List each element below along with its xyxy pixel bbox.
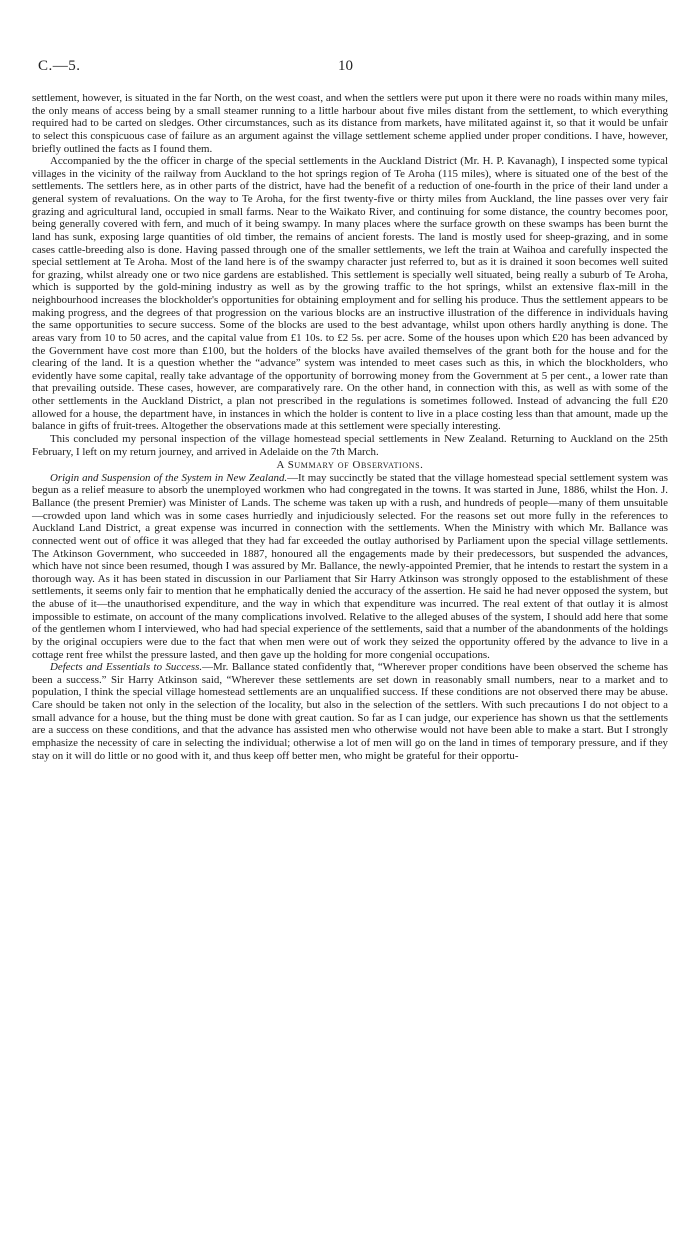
paragraph-2: Accompanied by the the officer in charge of the special settlements in the Auckland District (Mr. H. P. Kavanagh), I inspected some typical villages in the vicinity of the railway from Auckland to the hot springs region of Te Aroha (115 miles), where is situated one of the best of the settlements. The settlers here, as in other parts of the district, have had the benefit of a reduction of one-fourth in the price of their land under a general system of revaluations. On the way to Te Aroha, for the first twenty-five or thirty miles from Auckland, the line passes over very fair grazing and agricultural land, occupied in small farms. Near to the Waikato River, and continuing for some distance, the country becomes poor, being generally covered with fern, and much of it being swampy. In many places where the surface growth on these swamps has been burnt the land has sunk, exposing large quantities of old timber, the remains of ancient forests. The land is mostly used for sheep-grazing, and in some cases cattle-breeding also is done. Having passed through one of the smaller settlements, we left the train at Waihoa and carefully inspected the special settlement at Te Aroha. Most of the land here is of the swampy character just referred to, but as it is drained it soon becomes well suited for grazing, whilst already one or two nice gardens are established. This settlement is specially well situated, being really a suburb of Te Aroha, which is supported by the gold-mining industry as well as by the growing traffic to the hot springs, whilst an extensive flax-mill in the neighbourhood increases the blockholder's opportunities for obtaining employment and for selling his produce. Thus the settlement appears to be making progress, and the degrees of that progression on the various blocks are an instructive illustration of the difference in individuals having the same opportunities to secure success. Some of the blocks are used to the best advantage, whilst upon others hardly anything is done. The areas vary from 10 to 50 acres, and the capital value from £1 10s. to £2 5s. per acre. Some of the houses upon which £20 has been advanced by the Government have cost more than £100, but the holders of the blocks have availed themselves of the grant both for the house and for the clearing of the land. It is a question whether the “advance” system was intended to meet cases such as this, in which the blockholders, who evidently have some capital, really take advantage of the opportunity of borrowing money from the Government at 5 per cent., a lower rate than that prevailing outside. These cases, however, are comparatively rare. On the other hand, in connection with this, as well as with some of the other settlements in the Auckland District, a plan not prescribed in the regulations is sometimes followed. Instead of advancing the full £20 allowed for a house, the department have, in instances in which the holder is content to live in a place costing less than that amount, made up the balance in gifts of fruit-trees. Altogether the observations made at this settlement were specially interesting.	[32, 155, 668, 433]
page-header	[32, 58, 668, 76]
subsection-defects-text: —Mr. Ballance stated confidently that, “Wherever proper conditions have been observed the scheme has been a success.” Sir Harry Atkinson said, “Wherever these settlements are set down in reasonably small numbers, near to a market and to population, I think the special village homestead settlements are an unqualified success. If these conditions are not observed there may be abuse. Care should be taken not only in the selection of the locality, but also in the selection of the settlers. With such precautions I do not object to a small advance for a house, but the thing must be done with great caution. So far as I can judge, our experience has shown us that the settlements are a success on these conditions, and that the advance has assisted men who otherwise would not have been able to make a start. But I strongly emphasize the necessity of care in selecting the individual; otherwise a lot of men will go on the land in times of temporary pressure, and if they stay on it will do little or no good with it, and thus keep off better men, who might be grateful for their opportu-	[32, 661, 668, 762]
document-body	[32, 92, 668, 762]
subsection-origin-title: Origin and Suspension of the System in New Zealand.	[50, 471, 288, 484]
paragraph-3: This concluded my personal inspection of the village homestead special settlements in New Zealand. Returning to Auckland on the 25th February, I left on my return journey, and arrived in Adelaide on the 7th March.	[32, 432, 668, 458]
paragraph-1: settlement, however, is situated in the far North, on the west coast, and when the settlers were put upon it there were no roads within many miles, the only means of access being by a small steamer running to a little harbour about five miles distant from the settlement, to which everything required had to be carted on sledges. Other circumstances, such as its distance from markets, have militated against it, so that it would be unfair to select this conspicuous case of failure as an argument against the village settlement scheme applied under proper conditions. I have, however, briefly outlined the facts as I found them.	[32, 92, 668, 155]
subsection-origin-text: —It may succinctly be stated that the village homestead special settlement system was begun as a relief measure to absorb the unemployed workmen who had congregated in the towns. It was started in June, 1886, whilst the Hon. J. Ballance (the present Premier) was Minister of Lands. The scheme was taken up with a rush, and hundreds of people—many of them unsuitable—crowded upon land which was in some cases hurriedly and injudiciously selected. For the reasons set out more fully in the references to Auckland Land District, a great expense was incurred in connection with the settlements. When the Ministry with which Mr. Ballance was connected went out of office it was alleged that they had far exceeded the outlay authorised by Parliament upon the special village settlements. The Atkinson Government, who succeeded in 1887, honoured all the engagements made by their predecessors, but suspended the advances, which have not since been resumed, though I was assured by Mr. Ballance, the newly-appointed Premier, that he intends to restart the system in a thorough way. As it has been stated in discussion in our Parliament that Sir Harry Atkinson was strongly opposed to the establishment of these settlements, it seems only fair to mention that he emphatically denied the accuracy of the assertion. He said he had never opposed the system, but the abuse of it—the unauthorised expenditure, and the way in which that expenditure was incurred. The real extent of that outlay it is almost impossible to estimate, on account of the many complications involved. Relative to the alleged abuses of the system, I should add here that some of the gentlemen whom I interviewed, who had had special experience of the settlements, said that a number of the abandonments of the holdings by the original occupiers were due to the fact that when men were out of work they seized the opportunity offered by the advance to live in a cottage rent free whilst the pressure lasted, and then gave up the holding for more congenial occupations.	[32, 471, 668, 661]
subsection-defects-title: Defects and Essentials to Success.	[50, 661, 203, 674]
subsection-origin	[32, 472, 668, 661]
page-number: 10	[338, 58, 353, 74]
section-heading: A Summary of Observations.	[276, 459, 424, 472]
subsection-defects	[32, 661, 668, 762]
document-reference: C.—5.	[38, 58, 81, 74]
